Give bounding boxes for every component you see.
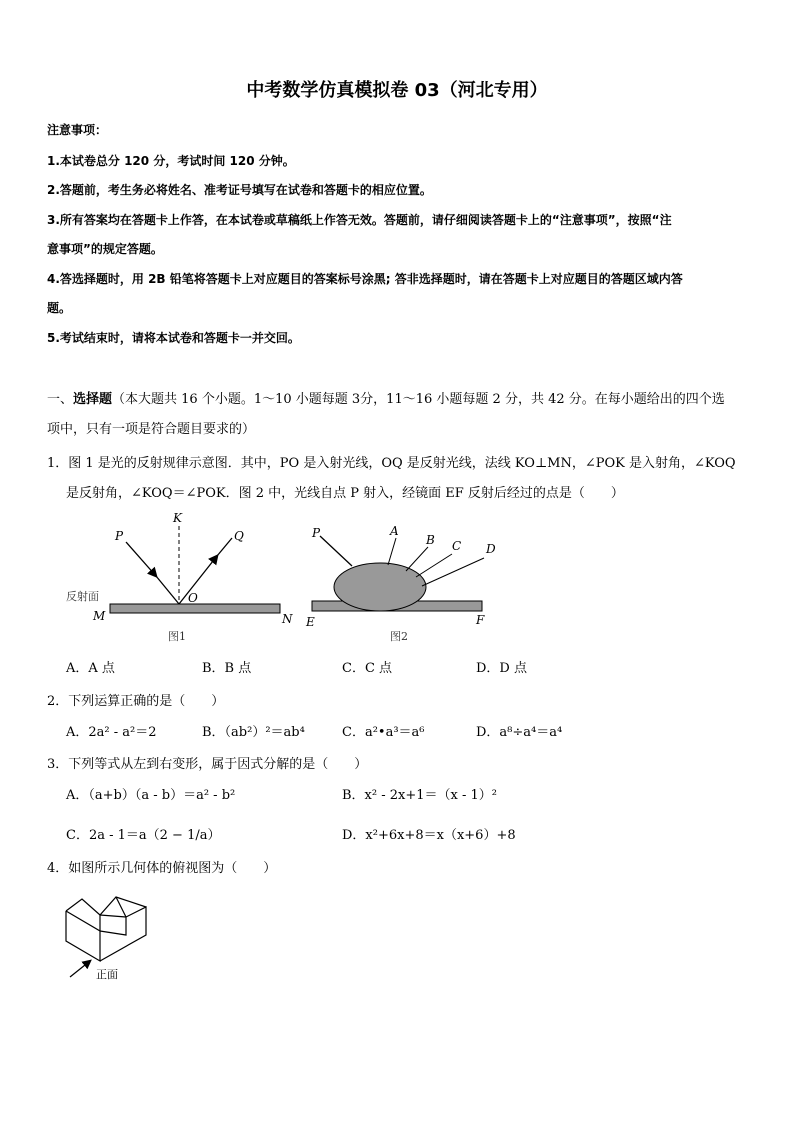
top-notch	[66, 897, 146, 915]
label-p2: P	[312, 526, 321, 540]
notch-bottom	[100, 915, 126, 917]
q4-stem: 4．如图所示几何体的俯视图为（ ）	[47, 861, 277, 876]
q2-stem: 2．下列运算正确的是（ ）	[47, 694, 225, 709]
ellipse-object	[334, 563, 426, 611]
q1-option-c[interactable]: C．C 点	[342, 661, 393, 676]
label-n: N	[282, 612, 293, 626]
q1-option-b[interactable]: B．B 点	[202, 661, 252, 676]
ray-p	[320, 536, 352, 566]
q1-line1: 1．图 1 是光的反射规律示意图．其中，PO 是入射光线，OQ 是反射光线，法线 KO⊥MN，∠POK 是入射角，∠KOQ	[47, 456, 736, 471]
q1-option-d[interactable]: D．D 点	[476, 661, 527, 676]
q2-option-d[interactable]: D．a⁸÷a⁴＝a⁴	[476, 725, 563, 740]
label-surface: 反射面	[66, 590, 99, 603]
label-a: A	[390, 524, 399, 538]
front-arrow-icon	[70, 961, 90, 977]
fig1-caption: 图1	[168, 630, 186, 643]
label-q: Q	[234, 529, 244, 543]
mirror-mn	[110, 604, 280, 613]
note-4a: 4.答选择题时，用 2B 铅笔将答题卡上对应题目的答案标号涂黑; 答非选择题时，请在答题卡上对应题目的答题区域内答	[47, 272, 683, 286]
q3-option-d[interactable]: D．x²+6x+8＝x（x+6）+8	[342, 828, 516, 843]
label-o: O	[188, 591, 198, 605]
fig2-caption: 图2	[390, 630, 408, 643]
note-5: 5.考试结束时，请将本试卷和答题卡一并交回。	[47, 331, 300, 345]
notes-heading: 注意事项：	[47, 123, 108, 137]
solid-figure	[60, 885, 170, 985]
section1-label: 选择题	[73, 392, 113, 407]
note-3b: 意事项”的规定答题。	[47, 242, 163, 256]
q3-option-c[interactable]: C．2a - 1＝a（2 − 1/a）	[66, 828, 221, 843]
q2-option-a[interactable]: A．2a² - a²＝2	[66, 725, 157, 740]
reflected-ray-tail	[217, 538, 232, 556]
label-b: B	[426, 533, 435, 547]
section1-desc-b: 项中，只有一项是符合题目要求的）	[47, 422, 256, 437]
reflected-ray	[179, 556, 217, 604]
q1-line2: 是反射角，∠KOQ＝∠POK．图 2 中，光线自点 P 射入，经镜面 EF 反射后经过的点是（ ）	[66, 486, 624, 501]
label-p: P	[115, 529, 124, 543]
label-e: E	[306, 615, 315, 629]
incident-ray	[156, 576, 179, 604]
label-d: D	[486, 542, 496, 556]
figure-2	[300, 518, 510, 648]
note-1: 1.本试卷总分 120 分，考试时间 120 分钟。	[47, 154, 295, 168]
section1-heading	[47, 388, 725, 407]
ray-a	[388, 538, 396, 565]
ray-d	[422, 558, 484, 586]
label-c: C	[452, 539, 462, 553]
q3-option-a[interactable]: A．（a+b）（a - b）＝a² - b²	[66, 788, 236, 803]
label-m: M	[93, 609, 106, 623]
front-face	[66, 911, 100, 961]
section1-desc-a: （本大题共 16 个小题。1～10 小题每题 3分，11～16 小题每题 2 分，共 42 分。在每小题给出的四个选	[112, 392, 725, 407]
note-2: 2.答题前，考生务必将姓名、准考证号填写在试卷和答题卡的相应位置。	[47, 183, 432, 197]
label-f: F	[476, 613, 485, 627]
note-3a: 3.所有答案均在答题卡上作答，在本试卷或草稿纸上作答无效。答题前，请仔细阅读答题卡上的“注意事项”，按照“注	[47, 213, 672, 227]
label-k: K	[173, 511, 182, 525]
q2-option-b[interactable]: B．（ab²）²＝ab⁴	[202, 725, 305, 740]
q2-option-c[interactable]: C．a²•a³＝a⁶	[342, 725, 425, 740]
q1-option-a[interactable]: A．A 点	[66, 661, 115, 676]
figure-1	[60, 508, 300, 648]
q3-stem: 3．下列等式从左到右变形，属于因式分解的是（ ）	[47, 757, 368, 772]
incident-ray-arrow	[126, 542, 156, 576]
page-title: 中考数学仿真模拟卷 03（河北专用）	[246, 80, 548, 101]
q3-option-b[interactable]: B．x² - 2x+1＝（x - 1）²	[342, 788, 497, 803]
section1-prefix: 一、	[47, 392, 74, 407]
front-label: 正面	[96, 968, 118, 981]
ray-c	[416, 554, 452, 577]
ray-b	[406, 547, 428, 571]
note-4b: 题。	[47, 301, 72, 315]
